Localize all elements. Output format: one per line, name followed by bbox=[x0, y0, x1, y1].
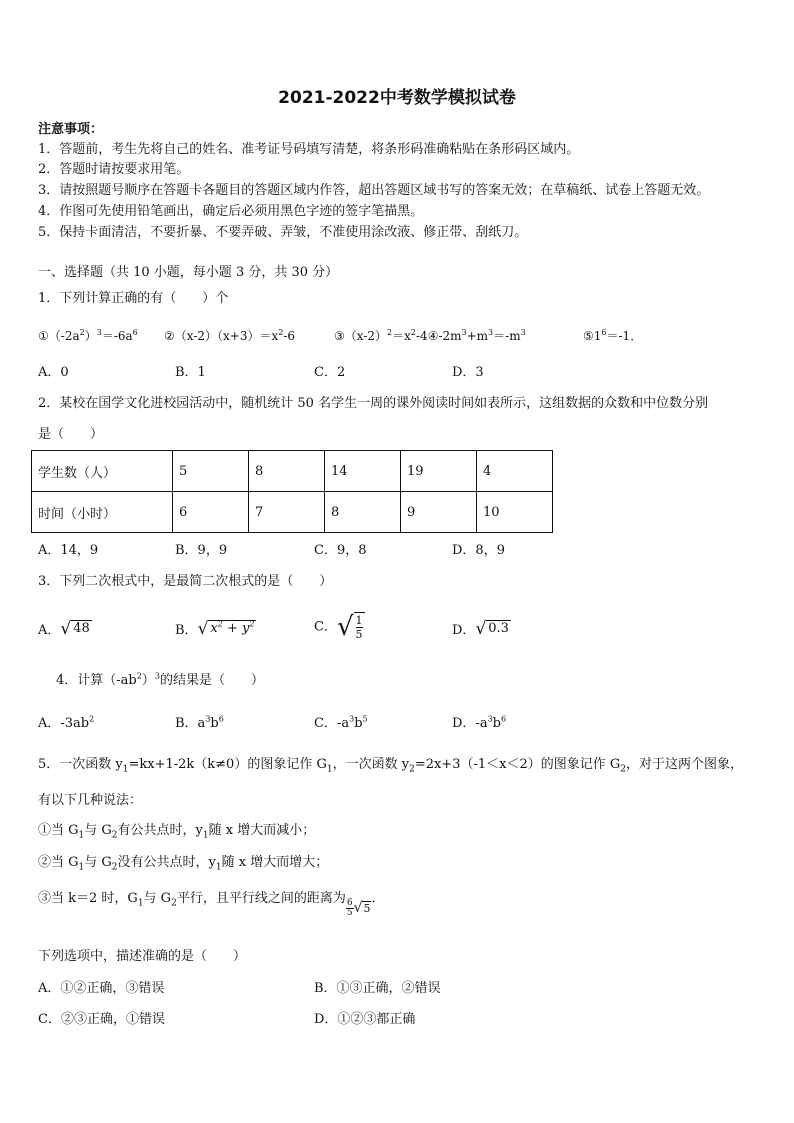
table-cell: 学生数（人） bbox=[32, 451, 173, 492]
q1-option-c: C．2 bbox=[314, 365, 346, 380]
q3-option-c: C． √ 1 5 bbox=[314, 612, 363, 642]
table-cell: 时间（小时） bbox=[32, 492, 173, 533]
table-row bbox=[32, 492, 553, 533]
reading-time-table bbox=[31, 450, 553, 533]
page-title: 2021-2022中考数学模拟试卷 bbox=[278, 88, 516, 108]
q5-option-a: A．①②正确，③错误 bbox=[38, 981, 165, 996]
table-cell: 4 bbox=[477, 451, 553, 492]
table-row bbox=[32, 451, 553, 492]
q5-option-b: B．①③正确，②错误 bbox=[314, 981, 441, 996]
question-2-stem-line-1: 2．某校在国学文化进校园活动中，随机统计 50 名学生一周的课外阅读时间如表所示，这组数据的众数和中位数分别 bbox=[38, 396, 709, 411]
q2-option-c: C．9，8 bbox=[314, 543, 367, 558]
table-cell: 5 bbox=[173, 451, 249, 492]
q1-statement-3-4: $③(x-2)^2=x^2-4④-2m^3+m^3=-m^3$ bbox=[334, 328, 526, 343]
table-cell: 8 bbox=[325, 492, 401, 533]
question-3-stem: 3．下列二次根式中，是最简二次根式的是（ ） bbox=[38, 574, 333, 589]
q3-option-a: A． √ 48 bbox=[38, 619, 90, 639]
table-cell: 9 bbox=[401, 492, 477, 533]
table-cell: 7 bbox=[249, 492, 325, 533]
section-heading: 一、选择题（共 10 小题，每小题 3 分，共 30 分） bbox=[38, 265, 339, 280]
table-cell: 8 bbox=[249, 451, 325, 492]
table-cell: 10 bbox=[477, 492, 553, 533]
q1-statement-5: $⑤1^6=-1$． bbox=[583, 328, 643, 343]
table-cell: 6 bbox=[173, 492, 249, 533]
notice-item-5: 5．保持卡面清洁，不要折暴、不要弄破、弄皱，不准使用涂改液、修正带、刮纸刀。 bbox=[38, 225, 528, 240]
question-4-stem: 4．计算$(-ab^2)^3$的结果是（ ） bbox=[56, 671, 264, 688]
q1-statement-2: $②(x-2)(x+3)=x^2-6$ bbox=[164, 328, 296, 343]
notice-item-1: 1．答题前，考生先将自己的姓名、准考证号码填写清楚，将条形码准确粘贴在条形码区域内。 bbox=[38, 142, 580, 157]
question-1-stem: 1．下列计算正确的有（ ）个 bbox=[38, 291, 229, 306]
question-5-prompt: 下列选项中，描述准确的是（ ） bbox=[38, 949, 247, 964]
q2-option-b: B．9，9 bbox=[175, 543, 228, 558]
q3-option-d: D． √ 0.3 bbox=[452, 619, 509, 639]
table-cell: 14 bbox=[325, 451, 401, 492]
q1-statement-1: $①(-2a^2)^3=-6a^6$ bbox=[38, 328, 138, 343]
q1-option-a: A．0 bbox=[38, 365, 69, 380]
q5-statement-1: ①当 $G_1$与 $G_2$有公共点时，$y_1$随 x 增大而减小； bbox=[38, 823, 316, 841]
q5-option-c: C．②③正确，①错误 bbox=[38, 1012, 165, 1027]
q2-option-a: A．14，9 bbox=[38, 543, 99, 558]
q1-option-d: D．3 bbox=[452, 365, 484, 380]
notice-heading: 注意事项： bbox=[38, 122, 104, 137]
q4-option-b: B．$a^3b^6$ bbox=[175, 714, 224, 731]
q1-option-b: B．1 bbox=[175, 365, 206, 380]
question-5-stem-line-1: 5．一次函数 $y_1=kx+1-2k(k\ne 0)$的图象记作 $G_1$，一次函数 $y_2=2x+3(-1<x<2)$的图象记作 $G_2$，对于这两个图象， bbox=[38, 757, 744, 775]
question-2-stem-line-2: 是（ ） bbox=[38, 427, 104, 442]
q2-option-d: D．8，9 bbox=[452, 543, 505, 558]
q4-option-c: C．$-a^3b^5$ bbox=[314, 714, 368, 731]
notice-item-2: 2．答题时请按要求用笔。 bbox=[38, 162, 190, 177]
q5-statement-2: ②当 $G_1$与 $G_2$没有公共点时，$y_1$随 x 增大而增大； bbox=[38, 855, 329, 873]
notice-item-3: 3．请按照题号顺序在答题卡各题目的答题区域内作答，超出答题区域书写的答案无效；在草稿纸、试卷上答题无效。 bbox=[38, 183, 710, 198]
q4-option-a: A．$-3ab^2$ bbox=[38, 714, 95, 731]
q5-statement-3: ③当 k＝2 时，$G_1$与 $G_2$平行，且平行线之间的距离为 $\frac{6}{5}$ √ 5 ． bbox=[38, 891, 385, 918]
q5-option-d: D．①②③都正确 bbox=[314, 1012, 416, 1027]
q4-option-d: D．$-a^3b^6$ bbox=[452, 714, 507, 731]
table-cell: 19 bbox=[401, 451, 477, 492]
notice-item-4: 4．作图可先使用铅笔画出，确定后必须用黑色字迹的签字笔描黑。 bbox=[38, 204, 424, 219]
question-5-stem-line-2: 有以下几种说法： bbox=[38, 793, 143, 808]
q3-option-b: B． √ $x^2 + y^2$ bbox=[175, 619, 255, 639]
